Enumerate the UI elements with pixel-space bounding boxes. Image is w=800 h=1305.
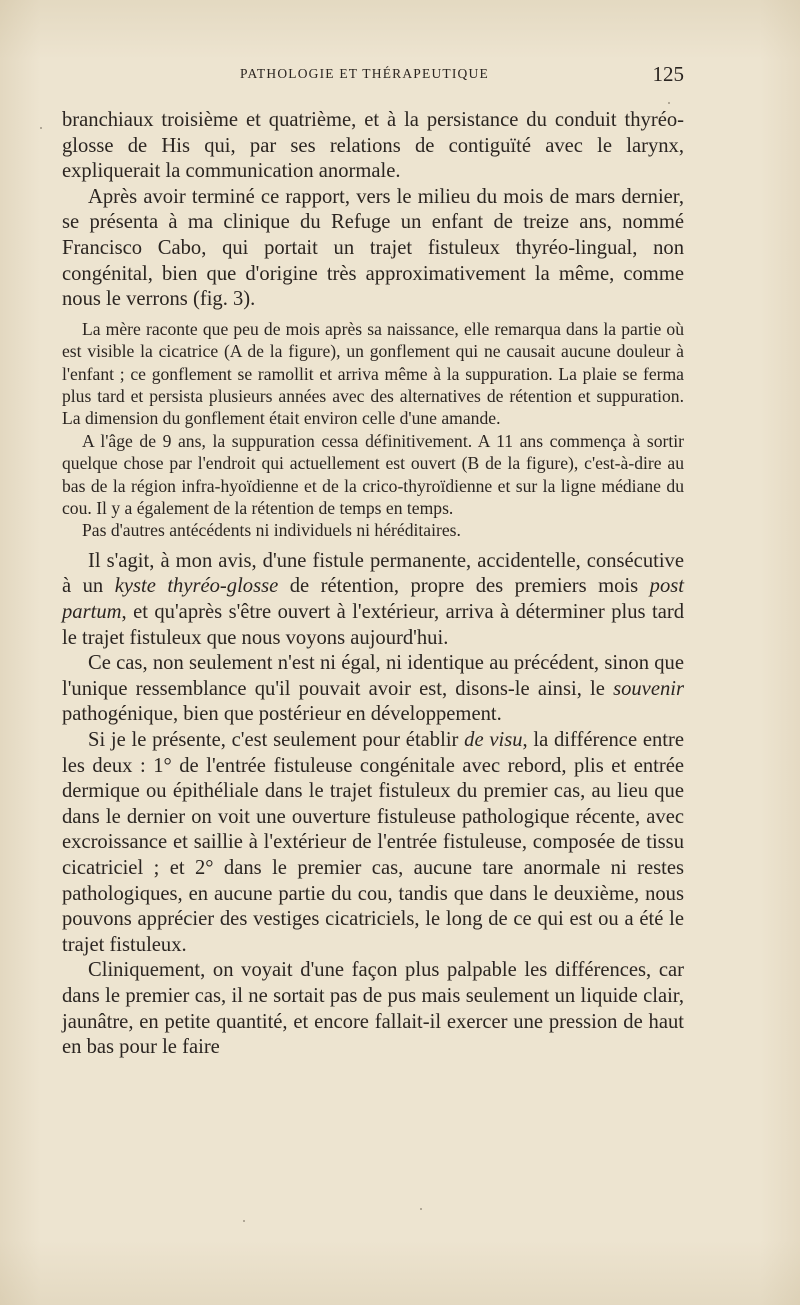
paragraph-3-italic-1: kyste thyréo-glosse	[114, 575, 279, 598]
paragraph-3-text-b: de rétention, propre des premiers mois	[278, 575, 650, 598]
paragraph-6: Cliniquement, on voyait d'une façon plus palpable les différences, car dans le premier cas, il ne sortait pas de pus mais seulement un liquide clair, jaunâtre, en petite quantité, et encore fallait-il exercer une pression de haut en bas pour le faire	[62, 959, 684, 1059]
running-head: PATHOLOGIE ET THÉRAPEUTIQUE	[240, 66, 489, 81]
paragraph-3-text-a: Il s'agit, à mon avis, d'une fistule permanente, accidentelle, consécutive à un	[62, 549, 684, 598]
paragraph-5-italic: de visu	[464, 728, 523, 751]
page-header	[62, 62, 684, 90]
paper-speck	[40, 127, 42, 129]
paragraph-4-text-b: pathogénique, bien que postérieur en développement.	[62, 703, 502, 726]
paragraph-2: Après avoir terminé ce rapport, vers le milieu du mois de mars dernier, se présenta à ma clinique du Refuge un enfant de treize ans, nommé Francisco Cabo, qui portait un trajet fistuleux thyréo-lingual, non congénital, bien que d'origine très approximativement la même, comme nous le verrons (fig. 3).	[62, 185, 684, 311]
paragraph-4-italic: souvenir	[613, 677, 684, 700]
case-history-paragraph-3: Pas d'autres antécédents ni individuels ni héréditaires.	[82, 520, 461, 541]
paragraph-1: branchiaux troisième et quatrième, et à la persistance du conduit thyréo-glosse de His qui, par ses relations de contiguïté avec le larynx, expliquerait la communication anormale.	[62, 109, 684, 183]
paper-speck	[668, 102, 670, 104]
case-history	[62, 318, 684, 542]
paragraph-3-italic-2: post partum	[62, 575, 685, 623]
case-history-paragraph-1: La mère raconte que peu de mois après sa naissance, elle remarqua dans la partie où est visible la cicatrice (A de la figure), un gonflement qui ne causait aucune douleur à l'enfant ; ce gonflement se ramollit et arriva même à la suppuration. La plaie se ferma plus tard et persista plusieurs années avec des alternatives de rétention et suppuration. La dimension du gonflement était environ celle d'une amande.	[62, 318, 684, 429]
paragraph-4-text-a: Ce cas, non seulement n'est ni égal, ni identique au précédent, sinon que l'unique ressemblance qu'il pouvait avoir est, disons-le ainsi, le	[62, 652, 684, 700]
page-number: 125	[652, 62, 684, 86]
paragraph-5	[62, 728, 684, 958]
paragraph-3	[62, 549, 684, 651]
paragraph-3-text-c: , et qu'après s'être ouvert à l'extérieur, arriva à déterminer plus tard le trajet fistuleux que nous voyons aujourd'hui.	[62, 601, 684, 649]
paragraph-5-text-b: , la différence entre les deux : 1° de l'entrée fistuleuse congénitale avec rebord, plis et entrée dermique ou épithéliale dans le trajet fistuleux du premier cas, au lieu que dans le dernier on voit une ouverture fistuleuse pathologique récente, avec excroissance et saillie à l'extérieur de l'entrée fistuleuse, composée de tissu cicatriciel ; et 2° dans le premier cas, aucune tare anormale ni restes pathologiques, en aucune partie du cou, tandis que dans le deuxième, nous pouvons apprécier des vestiges cicatriciels, le long de ce qui est ou a été le trajet fistuleux.	[62, 728, 684, 956]
paper-speck	[243, 1220, 245, 1222]
body-text	[62, 108, 684, 1061]
paragraph-5-text-a: Si je le présente, c'est seulement pour établir	[88, 728, 465, 751]
paragraph-4	[62, 651, 684, 728]
case-history-paragraph-2: A l'âge de 9 ans, la suppuration cessa définitivement. A 11 ans commença à sortir quelque chose par l'endroit qui actuellement est ouvert (B de la figure), c'est-à-dire au bas de la région infra-hyoïdienne et de la crico-thyroïdienne et sur la ligne médiane du cou. Il y a également de la rétention de temps en temps.	[62, 430, 684, 518]
paper-speck	[420, 1208, 422, 1210]
